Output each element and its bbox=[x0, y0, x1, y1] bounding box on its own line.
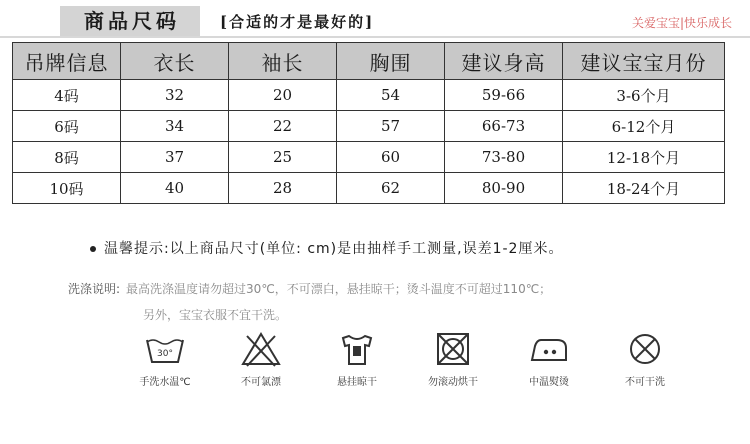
care-item-no-bleach bbox=[216, 330, 306, 388]
care-item-no-tumble-dry bbox=[408, 330, 498, 388]
col-header-length: 衣长 bbox=[121, 43, 229, 80]
table-row bbox=[13, 111, 725, 142]
table-cell: 10码 bbox=[13, 173, 121, 204]
table-cell: 6-12个月 bbox=[563, 111, 725, 142]
care-label-hand-wash: 手洗水温℃ bbox=[139, 377, 191, 388]
care-item-hand-wash bbox=[120, 330, 210, 388]
col-header-chest: 胸围 bbox=[337, 43, 445, 80]
care-label-no-bleach: 不可氯漂 bbox=[241, 377, 281, 388]
size-table-header bbox=[13, 43, 725, 80]
washing-line-2: 另外，宝宝衣服不宜干洗。 bbox=[143, 308, 288, 322]
table-row bbox=[13, 173, 725, 204]
table-cell: 12-18个月 bbox=[563, 142, 725, 173]
table-cell: 8码 bbox=[13, 142, 121, 173]
measurement-note bbox=[90, 238, 563, 258]
care-label-no-dry-clean: 不可干洗 bbox=[625, 377, 665, 388]
care-icons-row bbox=[120, 330, 690, 400]
table-cell: 54 bbox=[337, 80, 445, 111]
table-cell: 60 bbox=[337, 142, 445, 173]
col-header-sleeve: 袖长 bbox=[229, 43, 337, 80]
care-label-iron-medium: 中温熨烫 bbox=[529, 377, 569, 388]
care-label-hang-dry: 悬挂晾干 bbox=[337, 377, 377, 388]
table-cell: 62 bbox=[337, 173, 445, 204]
table-cell: 20 bbox=[229, 80, 337, 111]
header-divider bbox=[0, 36, 750, 38]
no-bleach-icon bbox=[239, 330, 283, 370]
table-cell: 4码 bbox=[13, 80, 121, 111]
wash-temp-label: 30° bbox=[157, 349, 173, 359]
care-item-no-dry-clean bbox=[600, 330, 690, 388]
section-title: 商品尺码 bbox=[60, 6, 200, 36]
section-subtitle: [合适的才是最好的] bbox=[220, 13, 375, 31]
table-cell: 6码 bbox=[13, 111, 121, 142]
table-cell: 22 bbox=[229, 111, 337, 142]
brand-slogan: 关爱宝宝|快乐成长 bbox=[631, 16, 732, 30]
note-text: 温馨提示:以上商品尺寸(单位: cm)是由抽样手工测量,误差1-2厘米。 bbox=[104, 241, 564, 257]
no-dry-clean-icon bbox=[623, 330, 667, 370]
iron-medium-icon bbox=[527, 330, 571, 370]
col-header-tag: 吊牌信息 bbox=[13, 43, 121, 80]
table-cell: 28 bbox=[229, 173, 337, 204]
table-cell: 34 bbox=[121, 111, 229, 142]
hand-wash-icon bbox=[143, 330, 187, 370]
table-cell: 40 bbox=[121, 173, 229, 204]
care-item-iron-medium bbox=[504, 330, 594, 388]
no-tumble-dry-icon bbox=[431, 330, 475, 370]
washing-line-1: 最高洗涤温度请勿超过30℃，不可漂白，悬挂晾干；烫斗温度不可超过110℃； bbox=[126, 282, 552, 296]
table-row bbox=[13, 142, 725, 173]
table-cell: 37 bbox=[121, 142, 229, 173]
bullet-icon bbox=[90, 246, 96, 252]
table-cell: 59-66 bbox=[445, 80, 563, 111]
table-cell: 57 bbox=[337, 111, 445, 142]
table-cell: 18-24个月 bbox=[563, 173, 725, 204]
washing-instructions bbox=[68, 276, 551, 328]
table-cell: 80-90 bbox=[445, 173, 563, 204]
table-cell: 32 bbox=[121, 80, 229, 111]
care-item-hang-dry bbox=[312, 330, 402, 388]
col-header-height: 建议身高 bbox=[445, 43, 563, 80]
size-table bbox=[12, 42, 725, 204]
hang-dry-icon bbox=[335, 330, 379, 370]
washing-label: 洗涤说明: bbox=[68, 282, 121, 296]
table-cell: 66-73 bbox=[445, 111, 563, 142]
table-cell: 25 bbox=[229, 142, 337, 173]
col-header-age: 建议宝宝月份 bbox=[563, 43, 725, 80]
table-cell: 3-6个月 bbox=[563, 80, 725, 111]
table-cell: 73-80 bbox=[445, 142, 563, 173]
care-label-no-tumble-dry: 勿滚动烘干 bbox=[428, 377, 478, 388]
table-row bbox=[13, 80, 725, 111]
